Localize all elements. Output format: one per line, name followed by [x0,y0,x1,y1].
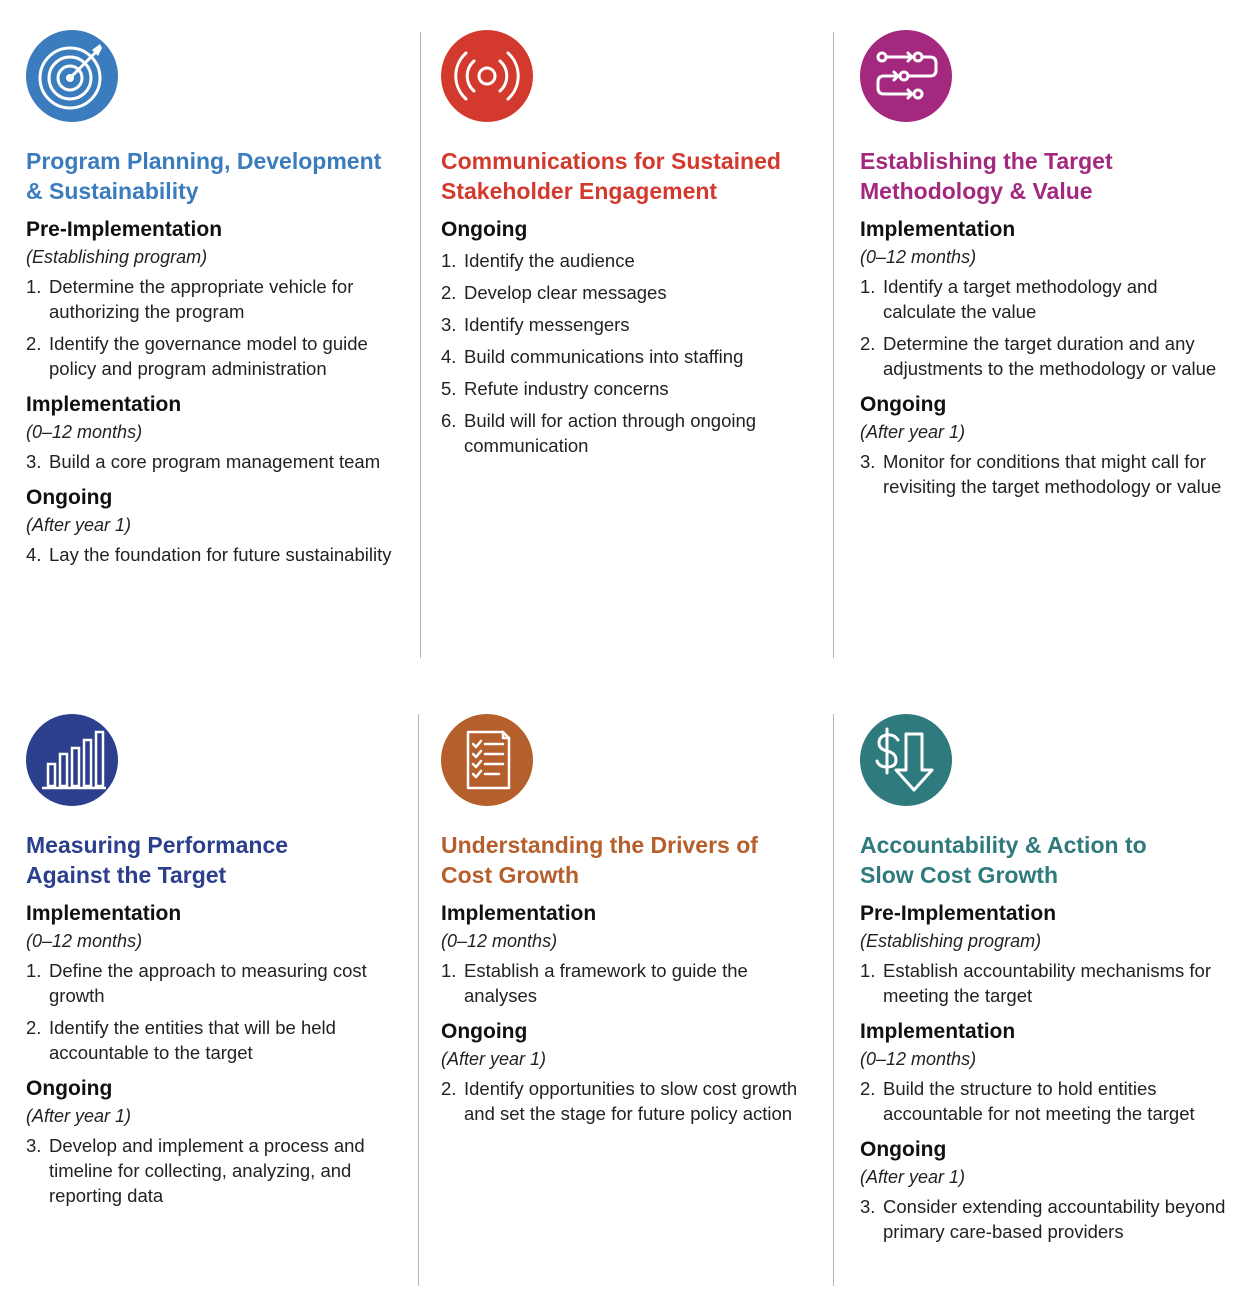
phase-heading: Ongoing [441,218,528,241]
list-item [441,408,821,458]
panel-title: Establishing the Target Methodology & Value [860,148,1113,204]
broadcast-icon [441,30,533,122]
panel-program-planning [26,30,406,574]
panel-communications [441,30,821,465]
panel-title: Communications for Sustained Stakeholder Engagement [441,148,781,204]
step-text: Refute industry concerns [464,378,669,399]
step-text: Build communications into staffing [464,346,744,367]
phase-timeframe: (Establishing program) [860,931,1042,951]
list-item [860,1194,1230,1244]
step-list [860,958,1230,1008]
step-list [26,1133,406,1208]
step-list [26,449,406,474]
panel-cost-drivers [441,714,821,1133]
step-text: Consider extending accountability beyond primary care-based providers [883,1196,1226,1242]
step-text: Establish a framework to guide the analyses [464,960,748,1006]
phase-timeframe: (After year 1) [860,1167,966,1187]
phase-heading: Ongoing [441,1020,528,1043]
phase-heading: Ongoing [26,486,113,509]
panel-target-methodology [860,30,1230,506]
step-list [441,1076,821,1126]
step-number: 1. [441,250,457,271]
list-item [860,274,1230,324]
step-text: Identify messengers [464,314,630,335]
panel-title: Accountability & Action to Slow Cost Growth [860,832,1147,888]
step-text: Identify opportunities to slow cost growth and set the stage for future policy action [464,1078,798,1124]
list-item [26,331,406,381]
step-list [441,248,821,458]
step-text: Define the approach to measuring cost growth [49,960,367,1006]
phase-heading: Ongoing [860,1138,947,1161]
bar-chart-icon [26,714,118,806]
phase-heading: Implementation [26,393,182,416]
list-item [26,449,406,474]
phase-heading: Pre-Implementation [860,902,1057,925]
step-number: 2. [860,1078,876,1099]
step-number: 3. [26,451,42,472]
column-divider [833,32,834,658]
phase-heading: Implementation [860,1020,1016,1043]
phase-timeframe: (0–12 months) [860,1049,977,1069]
list-item [441,344,821,369]
list-item [441,312,821,337]
list-item [441,376,821,401]
dollar-down-icon [860,714,952,806]
panel-title: Understanding the Drivers of Cost Growth [441,832,758,888]
step-text: Build the structure to hold entities accountable for not meeting the target [883,1078,1195,1124]
step-list [860,274,1230,381]
phase-heading: Ongoing [860,393,947,416]
phase-heading: Ongoing [26,1077,113,1100]
list-item [860,958,1230,1008]
step-text: Lay the foundation for future sustainability [49,544,392,565]
step-list [860,449,1230,499]
step-number: 2. [26,333,42,354]
panel-title: Measuring Performance Against the Target [26,832,289,888]
list-item [860,1076,1230,1126]
step-number: 2. [26,1017,42,1038]
step-number: 6. [441,410,457,431]
workflow-icon [860,30,952,122]
step-number: 1. [860,960,876,981]
list-item [26,542,406,567]
panel-title: Program Planning, Development & Sustainability [26,148,382,204]
step-list [441,958,821,1008]
step-number: 3. [26,1135,42,1156]
phase-heading: Implementation [441,902,597,925]
step-text: Identify the audience [464,250,635,271]
list-item [860,331,1230,381]
step-text: Identify the governance model to guide policy and program administration [49,333,368,379]
column-divider [418,714,419,1286]
step-text: Build will for action through ongoing communication [464,410,757,456]
step-text: Determine the appropriate vehicle for authorizing the program [49,276,354,322]
phase-timeframe: (0–12 months) [441,931,558,951]
phase-timeframe: (Establishing program) [26,247,208,267]
phase-timeframe: (After year 1) [441,1049,547,1069]
phase-timeframe: (0–12 months) [26,931,143,951]
step-number: 4. [441,346,457,367]
list-item [441,1076,821,1126]
phase-timeframe: (0–12 months) [860,247,977,267]
step-list [26,542,406,567]
phase-timeframe: (0–12 months) [26,422,143,442]
list-item [26,1015,406,1065]
phase-timeframe: (After year 1) [26,515,132,535]
step-text: Develop clear messages [464,282,667,303]
list-item [441,248,821,273]
checklist-icon [441,714,533,806]
step-text: Determine the target duration and any adjustments to the methodology or value [883,333,1217,379]
list-item [26,1133,406,1208]
step-text: Identify the entities that will be held accountable to the target [49,1017,336,1063]
step-list [860,1194,1230,1244]
list-item [441,958,821,1008]
list-item [860,449,1230,499]
step-text: Establish accountability mechanisms for meeting the target [883,960,1212,1006]
step-number: 1. [860,276,876,297]
step-number: 3. [441,314,457,335]
step-text: Build a core program management team [49,451,381,472]
list-item [441,280,821,305]
step-list [860,1076,1230,1126]
phase-heading: Pre-Implementation [26,218,223,241]
step-number: 3. [860,451,876,472]
step-number: 1. [26,276,42,297]
step-number: 2. [441,282,457,303]
step-text: Monitor for conditions that might call for revisiting the target methodology or value [883,451,1222,497]
step-list [26,274,406,381]
phase-heading: Implementation [26,902,182,925]
column-divider [833,714,834,1286]
column-divider [420,32,421,658]
target-icon [26,30,118,122]
panel-accountability [860,714,1230,1251]
step-list [26,958,406,1065]
step-text: Identify a target methodology and calculate the value [883,276,1158,322]
phase-timeframe: (After year 1) [860,422,966,442]
phase-heading: Implementation [860,218,1016,241]
list-item [26,274,406,324]
step-number: 5. [441,378,457,399]
phase-timeframe: (After year 1) [26,1106,132,1126]
step-text: Develop and implement a process and timeline for collecting, analyzing, and reporting data [49,1135,365,1206]
step-number: 2. [441,1078,457,1099]
step-number: 4. [26,544,42,565]
list-item [26,958,406,1008]
panel-measuring-performance [26,714,406,1215]
step-number: 3. [860,1196,876,1217]
step-number: 1. [26,960,42,981]
step-number: 1. [441,960,457,981]
step-number: 2. [860,333,876,354]
